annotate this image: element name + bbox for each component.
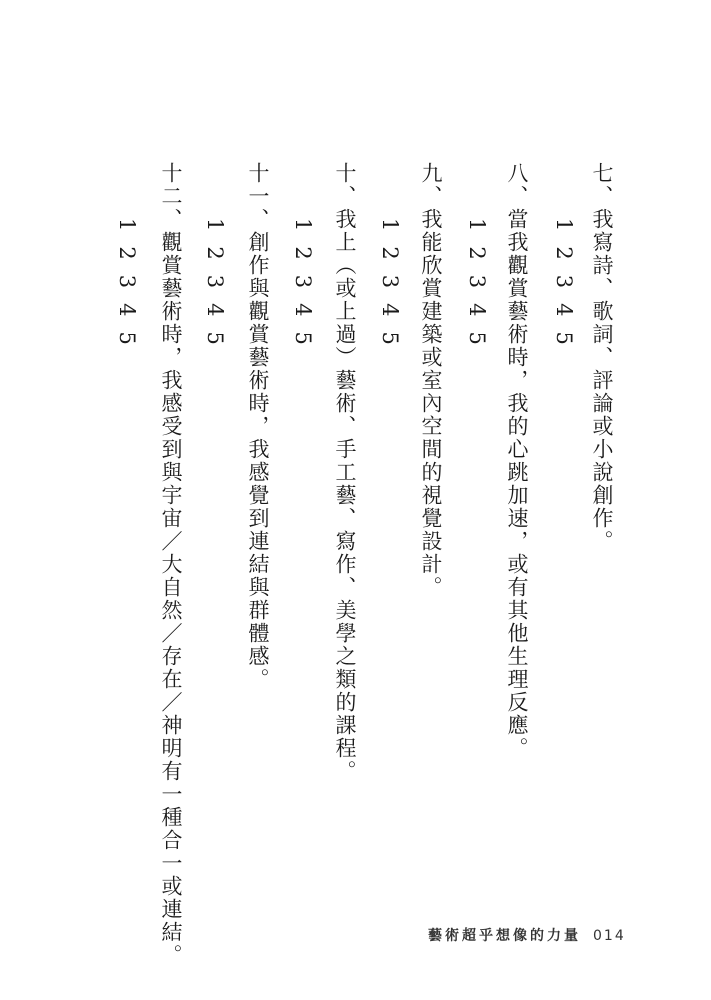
rating-scale-7: 12345 bbox=[552, 218, 576, 360]
page-number: 014 bbox=[593, 928, 626, 944]
page-footer bbox=[428, 925, 626, 945]
question-9: 九、我能欣賞建築或室內空間的視覺設計。 bbox=[419, 162, 443, 599]
question-11: 十一、創作與觀賞藝術時，我感覺到連結與群體感。 bbox=[246, 162, 270, 691]
rating-scale-12: 12345 bbox=[115, 218, 139, 360]
book-title: 藝術超乎想像的力量 bbox=[428, 928, 581, 944]
question-12: 十二、觀賞藝術時，我感受到與宇宙／大自然／存在／神明有一種合一或連結。 bbox=[159, 162, 183, 967]
rating-scale-10: 12345 bbox=[291, 218, 315, 360]
question-8: 八、當我觀賞藝術時，我的心跳加速，或有其他生理反應。 bbox=[505, 162, 529, 760]
question-10: 十、我上（或上過）藝術、手工藝、寫作、美學之類的課程。 bbox=[333, 162, 357, 783]
rating-scale-9: 12345 bbox=[378, 218, 402, 360]
question-7: 七、我寫詩、歌詞、評論或小說創作。 bbox=[590, 162, 614, 553]
rating-scale-8: 12345 bbox=[465, 218, 489, 360]
rating-scale-11: 12345 bbox=[203, 218, 227, 360]
